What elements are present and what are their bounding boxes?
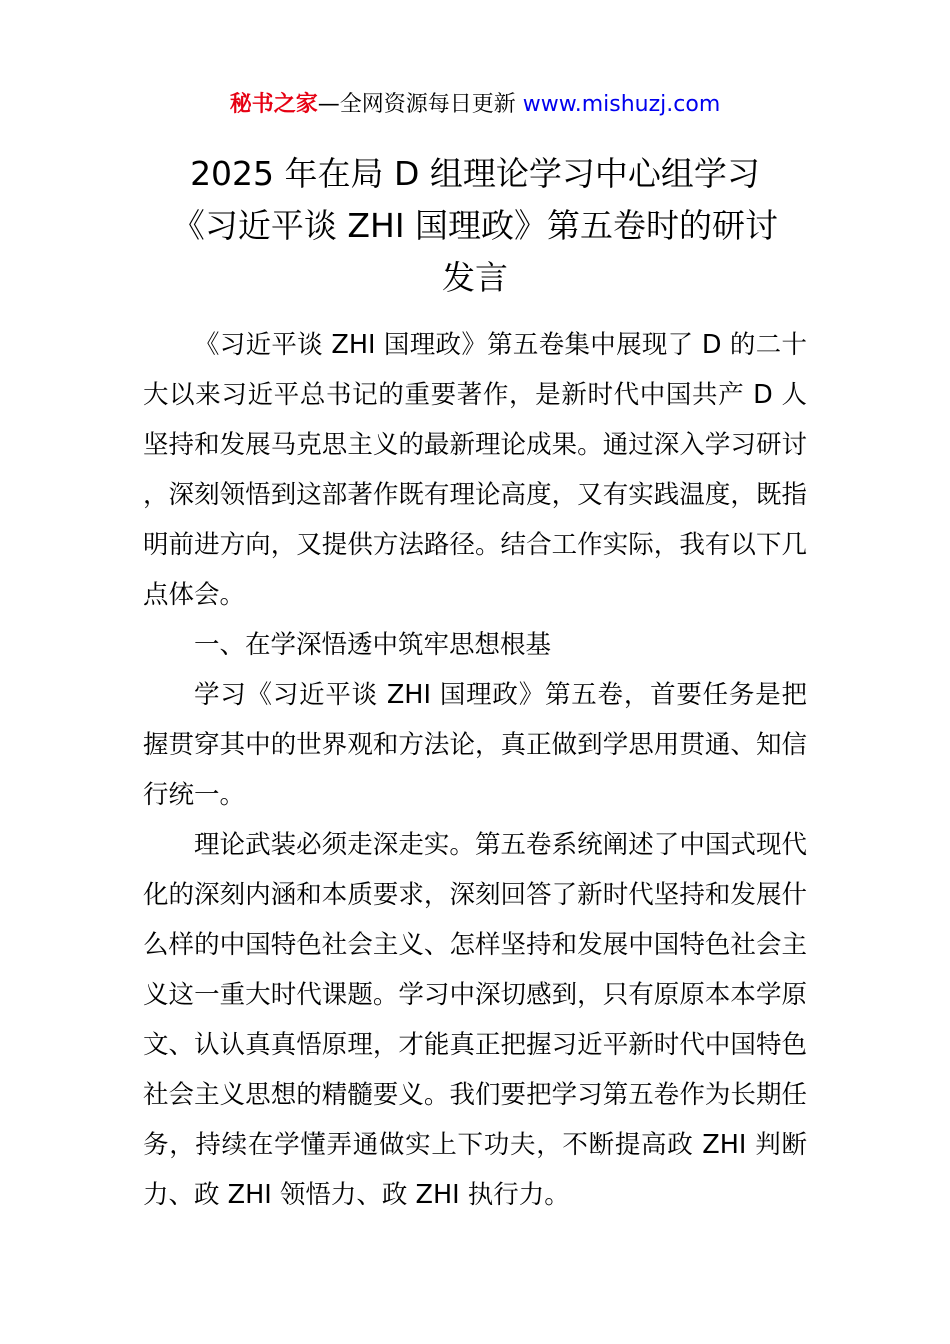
intro-paragraph: 《习近平谈 ZHI 国理政》第五卷集中展现了 D 的二十大以来习近平总书记的重要著作，是新时代中国共产 D 人坚持和发展马克思主义的最新理论成果。通过深入学习研讨，深刻领悟到这部著作既有理论高度，又有实践温度，既指明前进方向，又提供方法路径。结合工作实际，我有以下几点体会。	[143, 330, 807, 610]
title-line-2: 《习近平谈 ZHI 国理政》第五卷时的研讨	[171, 206, 779, 245]
title-line-3: 发言	[442, 258, 508, 297]
body-paragraph-2: 理论武装必须走深走实。第五卷系统阐述了中国式现代化的深刻内涵和本质要求，深刻回答了新时代坚持和发展什么样的中国特色社会主义、怎样坚持和发展中国特色社会主义这一重大时代课题。学习中深切感到，只有原原本本学原文、认认真真悟原理，才能真正把握习近平新时代中国特色社会主义思想的精髓要义。我们要把学习第五卷作为长期任务，持续在学懂弄通做实上下功夫，不断提高政 ZHI 判断力、政 ZHI 领悟力、政 ZHI 执行力。	[143, 830, 807, 1210]
site-url-link[interactable]: www.mishuzj.com	[522, 92, 721, 117]
brand-name: 秘书之家	[229, 92, 318, 117]
body-paragraph-1: 学习《习近平谈 ZHI 国理政》第五卷，首要任务是把握贯穿其中的世界观和方法论，真正做到学思用贯通、知信行统一。	[143, 680, 807, 810]
banner-tagline: —全网资源每日更新	[317, 92, 516, 117]
document-title	[120, 148, 830, 304]
title-line-1: 2025 年在局 D 组理论学习中心组学习	[190, 154, 760, 193]
document-body	[143, 320, 807, 1220]
section-heading-1: 一、在学深悟透中筑牢思想根基	[194, 630, 552, 660]
site-banner	[0, 88, 950, 122]
